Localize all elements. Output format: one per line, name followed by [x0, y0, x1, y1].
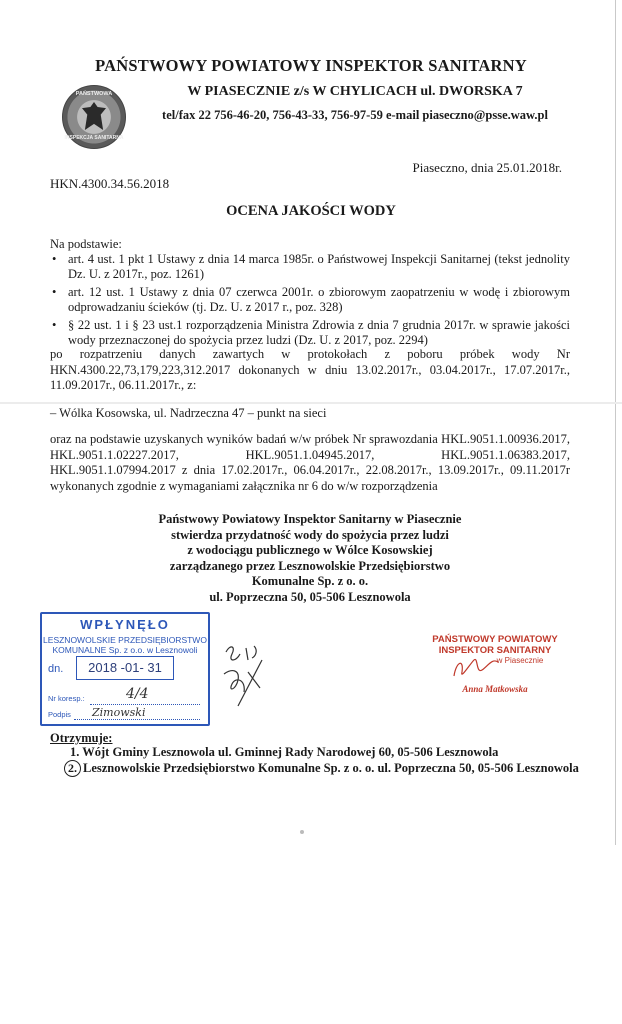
conclusion-line: Państwowy Powiatowy Inspektor Sanitarny w Piasecznie	[158, 512, 462, 526]
inspector-stamp-line: w Piasecznie	[496, 656, 544, 665]
basis-item: • art. 4 ust. 1 pkt 1 Ustawy z dnia 14 marca 1985r. o Państwowej Inspekcji Sanitarnej (tekst jednolity Dz. U. z 2017r., poz. 1261)	[50, 252, 570, 282]
inspector-stamp-line: PAŃSTWOWY POWIATOWY	[432, 634, 558, 645]
dotted-line	[74, 719, 200, 720]
basis-item: • art. 12 ust. 1 Ustawy z dnia 07 czerwca 2001r. o zbiorowym zaopatrzeniu w wodę i zbiorowym odprowadzaniu ścieków (tj. Dz. U. z 2017 r., poz. 328)	[50, 285, 570, 315]
header-contact: tel/fax 22 756-46-20, 756-43-33, 756-97-59 e-mail piaseczno@psse.waw.pl	[162, 108, 548, 122]
circled-number: 2.	[64, 760, 81, 777]
recipient-item	[64, 760, 579, 777]
sampling-location: – Wólka Kosowska, ul. Nadrzeczna 47 – punkt na sieci	[50, 406, 327, 420]
seal-top-text: PAŃSTWOWA	[75, 91, 113, 97]
received-stamp	[40, 612, 210, 726]
protocols-paragraph: po rozpatrzeniu danych zawartych w protokołach z poboru próbek wody Nr HKN.4300.22,73,179,223,312.2017 dokonanych w dniu 13.02.2017r., 03.04.2017r., 17.07.2017r., 11.09.2017r., 06.11.2017r., z:	[50, 347, 570, 392]
inspector-name: Anna Matkowska	[462, 684, 528, 694]
blank-area	[0, 845, 622, 1024]
document-title: OCENA JAKOŚCI WODY	[226, 203, 396, 219]
basis-intro: Na podstawie:	[50, 237, 122, 251]
recipients-label: Otrzymuje:	[50, 731, 113, 745]
header-subtitle: W PIASECZNIE z/s W CHYLICACH ul. DWORSKA 7	[187, 84, 523, 99]
signature-value: Zimowski	[92, 706, 146, 719]
conclusion-line: ul. Poprzeczna 50, 05-506 Lesznowola	[209, 589, 411, 604]
place-and-date: Piaseczno, dnia 25.01.2018r.	[412, 160, 562, 175]
received-stamp-org-line: LESZNOWOLSKIE PRZEDSIĘBIORSTWO	[43, 635, 207, 645]
basis-list	[50, 252, 570, 351]
received-stamp-org	[42, 635, 208, 655]
header-title: PAŃSTWOWY POWIATOWY INSPEKTOR SANITARNY	[95, 56, 527, 75]
conclusion-line: z wodociągu publicznego w Wólce Kosowskiej	[187, 543, 433, 557]
page-fold	[0, 402, 622, 404]
dotted-line	[90, 704, 200, 705]
scan-edge-line	[615, 0, 616, 845]
sanitary-inspection-seal-icon	[62, 85, 126, 149]
inspector-signature-icon	[448, 652, 508, 682]
conclusion-line: Komunalne Sp. z o. o.	[251, 574, 369, 588]
conclusion-line: zarządzanego przez Lesznowolskie Przedsiębiorstwo	[169, 558, 451, 573]
scan-speck	[300, 830, 304, 834]
received-stamp-title: WPŁYNĘŁO	[80, 617, 170, 632]
correspondence-number-label: Nr koresp.:	[48, 694, 85, 703]
correspondence-number-value: 4/4	[126, 686, 149, 702]
reference-number: HKN.4300.34.56.2018	[50, 176, 170, 191]
conclusion-block	[80, 512, 540, 605]
received-date-value: 2018 -01- 31	[76, 656, 174, 680]
inspector-stamp-line: INSPEKTOR SANITARNY	[438, 645, 552, 656]
handwritten-initials-mark	[218, 640, 274, 710]
recipient-item: 1. Wójt Gminy Lesznowola ul. Gminnej Rady Narodowej 60, 05-506 Lesznowola	[70, 745, 499, 759]
seal-bottom-text: INSPEKCJA SANITARNA	[64, 135, 124, 141]
signature-label: Podpis	[48, 710, 71, 719]
received-stamp-org-line: KOMUNALNE Sp. z o.o. w Lesznowoli	[52, 645, 198, 655]
received-date-label: dn.	[48, 663, 64, 675]
conclusion-line: stwierdza przydatność wody do spożycia przez ludzi	[171, 527, 449, 542]
recipient-item-text: Lesznowolskie Przedsiębiorstwo Komunalne Sp. z o. o. ul. Poprzeczna 50, 05-506 Lesznowola	[83, 761, 579, 775]
results-paragraph: oraz na podstawie uzyskanych wyników badań w/w próbek Nr sprawozdania HKL.9051.1.00936.2017, HKL.9051.1.02227.2017, HKL.9051.1.04945.2017, HKL.9051.1.06383.2017, HKL.9051.1.07994.2017 z dnia 17.02.2017r., 06.04.2017r., 22.08.2017r., 13.09.2017r., 09.11.2017r wykonanych zgodnie z wymaganiami załącznika nr 6 do w/w rozporządzenia	[50, 432, 570, 493]
basis-item: • § 22 ust. 1 i § 23 ust.1 rozporządzenia Ministra Zdrowia z dnia 7 grudnia 2017r. w sprawie jakości wody przeznaczonej do spożycia przez ludzi (Dz. U. z 2017, poz. 2294)	[50, 318, 570, 348]
eagle-emblem-icon	[82, 102, 106, 130]
